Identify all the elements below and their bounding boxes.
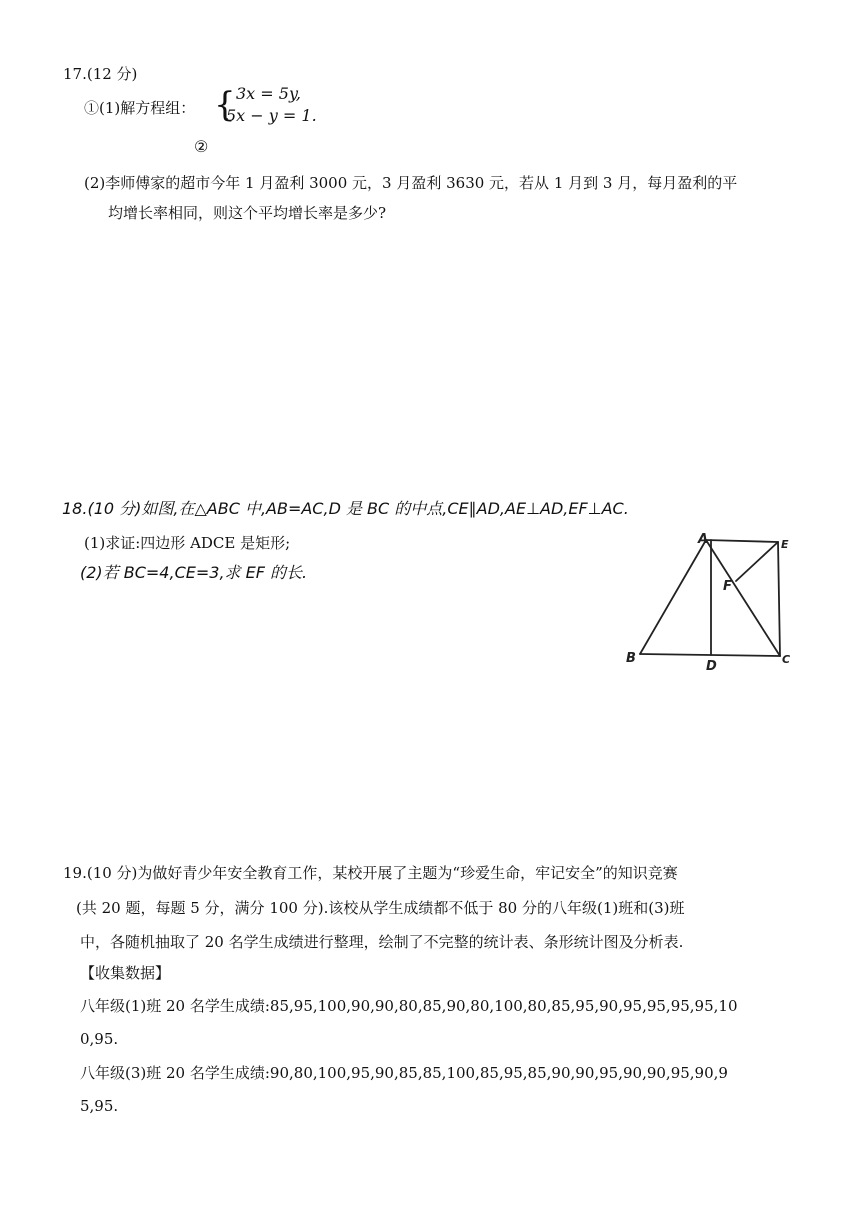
system-brace: { bbox=[214, 85, 236, 125]
equation-2: 5x − y = 1. bbox=[226, 106, 317, 125]
equation-1: 3x = 5y, bbox=[236, 84, 301, 103]
segment-BC bbox=[640, 654, 780, 656]
q19-class1-line2: 0,95. bbox=[80, 1030, 119, 1048]
q19-line1: 19.(10 分)为做好青少年安全教育工作，某校开展了主题为“珍爱生命，牢记安全”的知识竞赛 bbox=[63, 864, 678, 882]
q19-class1-line1: 八年级(1)班 20 名学生成绩:85,95,100,90,90,80,85,90,80,100,80,85,95,90,95,95,95,95,10 bbox=[80, 997, 738, 1015]
q17-heading: 17.(12 分) bbox=[63, 65, 138, 83]
segment-CE bbox=[778, 542, 780, 656]
geometry-figure bbox=[618, 526, 818, 676]
segment-AB bbox=[640, 540, 706, 654]
label-F: F bbox=[723, 579, 732, 594]
label-E: E bbox=[781, 538, 789, 551]
label-A: A bbox=[698, 532, 709, 547]
q18-part2: (2)若 BC=4,CE=3,求 EF 的长. bbox=[80, 563, 308, 582]
segment-AC bbox=[706, 540, 780, 656]
q19-class3-line2: 5,95. bbox=[80, 1097, 119, 1115]
q17-part2-line1: (2)李师傅家的超市今年 1 月盈利 3000 元，3 月盈利 3630 元，若从 1 月到 3 月，每月盈利的平 bbox=[84, 174, 738, 192]
segment-EF bbox=[736, 542, 778, 581]
q19-section-collect-data: 【收集数据】 bbox=[80, 964, 171, 982]
q18-part1: (1)求证:四边形 ADCE 是矩形; bbox=[84, 534, 291, 552]
q17-part2-line2: 均增长率相同，则这个平均增长率是多少? bbox=[108, 204, 387, 222]
q19-line2: (共 20 题，每题 5 分，满分 100 分).该校从学生成绩都不低于 80 分的八年级(1)班和(3)班 bbox=[76, 899, 685, 917]
q17-marker-2: ② bbox=[194, 137, 209, 156]
q19-line3: 中，各随机抽取了 20 名学生成绩进行整理，绘制了不完整的统计表、条形统计图及分析表. bbox=[80, 933, 684, 951]
label-C: C bbox=[782, 653, 791, 666]
q19-class3-line1: 八年级(3)班 20 名学生成绩:90,80,100,95,90,85,85,100,85,95,85,90,90,95,90,90,95,90,9 bbox=[80, 1064, 728, 1082]
label-B: B bbox=[626, 651, 636, 666]
segment-AE bbox=[706, 540, 778, 542]
q17-part1-prefix: ①(1)解方程组： bbox=[84, 99, 196, 117]
label-D: D bbox=[706, 659, 717, 674]
q18-heading: 18.(10 分)如图,在△ABC 中,AB=AC,D 是 BC 的中点,CE∥AD,AE⊥AD,EF⊥AC. bbox=[62, 499, 629, 518]
